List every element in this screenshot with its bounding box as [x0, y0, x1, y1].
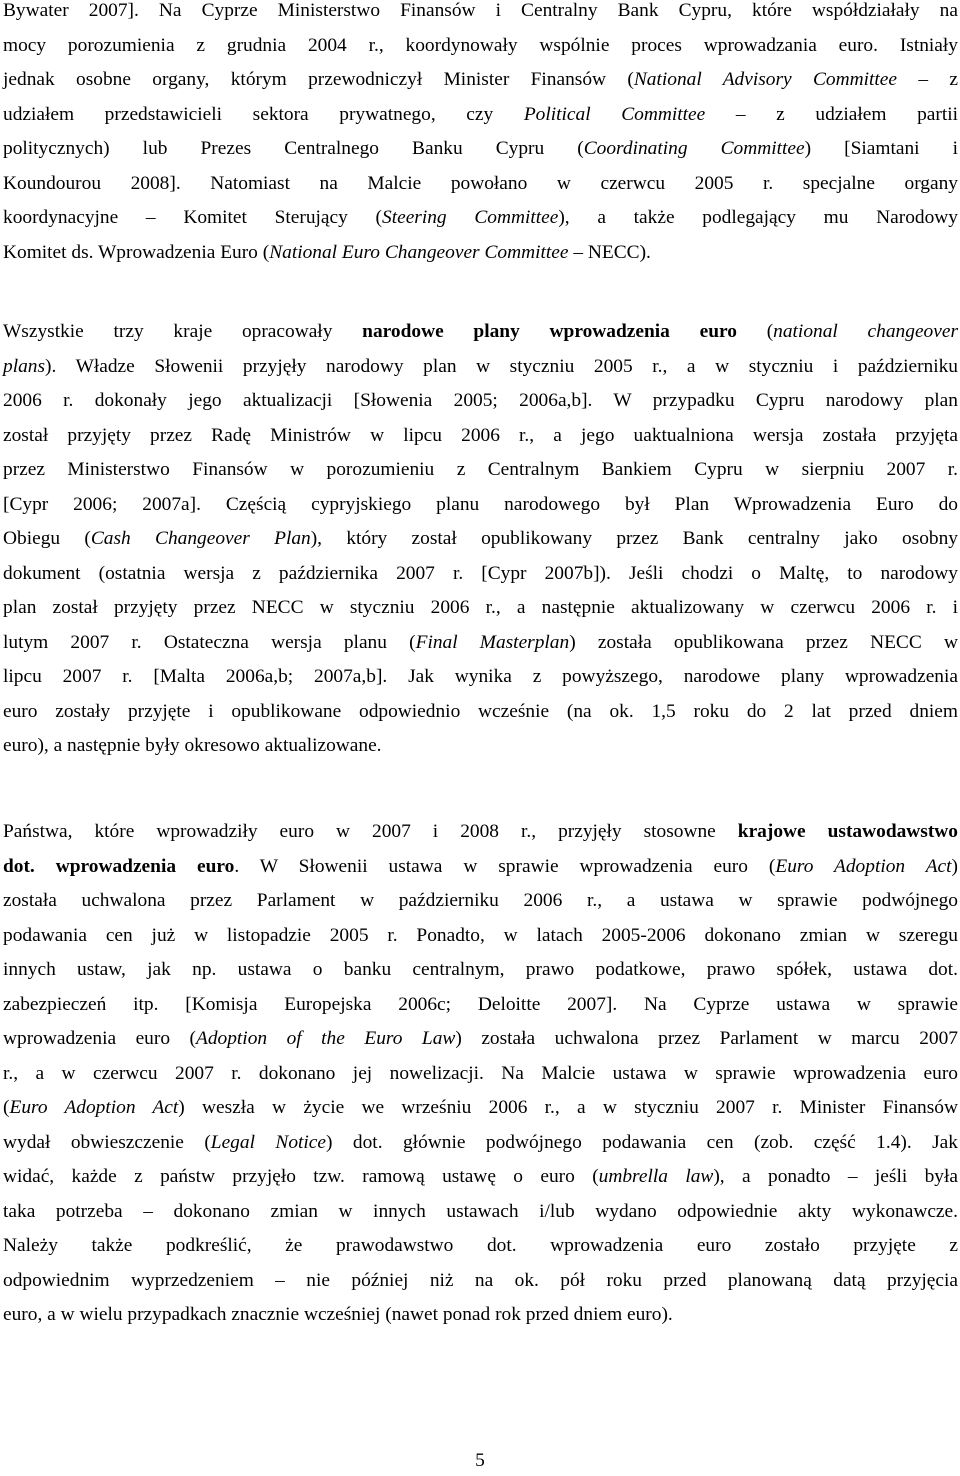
- text-line: [3, 1126, 958, 1161]
- text-run: udziałem przedstawicieli sektora prywatnego, czy: [3, 103, 524, 125]
- italic-text: Adoption of the Euro Law: [195, 1028, 456, 1049]
- text-run: Komitet ds. Wprowadzenia Euro (: [3, 241, 270, 263]
- text-run: – z: [897, 69, 958, 90]
- italic-text: Euro Adoption Act: [775, 855, 952, 877]
- text-line: [3, 591, 958, 626]
- text-line: [3, 626, 958, 661]
- text-run: euro, a w wielu przypadkach znacznie wcześniej (nawet ponad rok przed dniem euro).: [3, 1304, 673, 1325]
- paragraph-national-changeover-plans: [3, 315, 958, 764]
- text-line: [3, 236, 958, 271]
- text-line: [3, 29, 958, 64]
- text-run: widać, każde z państw przyjęło tzw. ramową ustawę o euro (: [3, 1166, 599, 1187]
- text-line: [3, 953, 958, 988]
- italic-text: Steering Committee: [382, 207, 559, 228]
- text-run: wydał obwieszczenie (: [3, 1131, 211, 1153]
- text-run: Wszystkie trzy kraje opracowały: [3, 321, 363, 342]
- text-line: [3, 1298, 958, 1333]
- italic-text: national changeover: [773, 321, 958, 342]
- text-run: przez Ministerstwo Finansów w porozumieniu z Centralnym Bankiem Cypru w sierpniu 2007 r.: [3, 459, 958, 480]
- text-run: – NECC).: [568, 241, 651, 263]
- text-run: Należy także podkreślić, że prawodawstwo dot. wprowadzenia euro zostało przyjęte z: [3, 1235, 958, 1256]
- text-run: (: [736, 321, 774, 342]
- text-line: [3, 660, 958, 695]
- text-line: [3, 453, 958, 488]
- text-run: ), który został opublikowany przez Bank centralny jako osobny: [310, 528, 958, 549]
- text-line: [3, 488, 958, 523]
- text-run: Koundourou 2008]. Natomiast na Malcie powołano w czerwcu 2005 r. specjalne organy: [3, 172, 958, 194]
- text-run: ) dot. głównie podwójnego podawania cen (zob. część 1.4). Jak: [326, 1131, 958, 1153]
- text-line: [3, 167, 958, 202]
- italic-text: National Advisory Committee: [633, 69, 897, 90]
- text-line: [3, 315, 958, 350]
- page-number: 5: [475, 1450, 485, 1471]
- text-run: Państwa, które wprowadziły euro w 2007 i 2008 r., przyjęły stosowne: [3, 821, 738, 842]
- italic-text: Cash Changeover Plan: [90, 528, 311, 549]
- text-line: [3, 1160, 958, 1195]
- text-line: [3, 522, 958, 557]
- text-line: [3, 919, 958, 954]
- text-run: ): [951, 855, 959, 877]
- italic-text: National Euro Changeover Committee: [269, 241, 569, 263]
- text-line: [3, 1264, 958, 1299]
- text-line: [3, 98, 958, 133]
- text-run: [Cypr 2006; 2007a]. Częścią cypryjskiego planu narodowego był Plan Wprowadzenia Euro do: [3, 493, 958, 515]
- text-run: jednak osobne organy, którym przewodniczył Minister Finansów (: [3, 69, 634, 90]
- italic-text: umbrella law: [598, 1166, 714, 1187]
- text-run: euro zostały przyjęte i opublikowane odpowiednio wcześnie (na ok. 1,5 roku do 2 lat przed dniem: [3, 700, 958, 722]
- bold-text: krajowe ustawodawstwo: [737, 821, 958, 842]
- text-run: Bywater 2007]. Na Cyprze Ministerstwo Finansów i Centralny Bank Cypru, które współdziałały na: [3, 0, 958, 21]
- text-line: [3, 1091, 958, 1126]
- text-run: ). Władze Słowenii przyjęły narodowy plan w styczniu 2005 r., a w styczniu i październiku: [45, 355, 958, 377]
- text-line: [3, 884, 958, 919]
- text-line: [3, 1022, 958, 1057]
- italic-text: Coordinating Committee: [583, 138, 805, 159]
- text-line: [3, 201, 958, 236]
- text-line: [3, 132, 958, 167]
- text-run: 2006 r. dokonały jego aktualizacji [Słowenia 2005; 2006a,b]. W przypadku Cypru narodowy plan: [3, 390, 958, 411]
- italic-text: plans: [3, 355, 46, 377]
- text-run: koordynacyjne – Komitet Sterujący (: [3, 207, 382, 228]
- bold-text: narodowe plany wprowadzenia euro: [362, 321, 737, 342]
- text-run: politycznych) lub Prezes Centralnego Banku Cypru (: [3, 138, 584, 159]
- bold-text: dot. wprowadzenia euro: [3, 855, 235, 877]
- text-run: został przyjęty przez Radę Ministrów w lipcu 2006 r., a jego uaktualniona wersja została przyjęta: [3, 424, 958, 446]
- text-run: ) weszła w życie we wrześniu 2006 r., a w styczniu 2007 r. Minister Finansów: [178, 1097, 958, 1118]
- text-run: lipcu 2007 r. [Malta 2006a,b; 2007a,b]. Jak wynika z powyższego, narodowe plany wprowadzenia: [3, 666, 958, 687]
- text-run: ) została opublikowana przez NECC w: [569, 631, 958, 653]
- text-line: [3, 1057, 958, 1092]
- text-run: zabezpieczeń itp. [Komisja Europejska 2006c; Deloitte 2007]. Na Cyprze ustawa w sprawie: [3, 993, 958, 1015]
- text-run: ) została uchwalona przez Parlament w marcu 2007: [455, 1028, 958, 1049]
- text-line: [3, 350, 958, 385]
- text-line: [3, 63, 958, 98]
- italic-text: Legal Notice: [210, 1131, 327, 1153]
- text-run: . W Słowenii ustawa w sprawie wprowadzenia euro (: [234, 855, 776, 877]
- text-line: [3, 850, 958, 885]
- text-run: – z udziałem partii: [705, 103, 958, 125]
- text-run: plan został przyjęty przez NECC w styczniu 2006 r., a następnie aktualizowany w czerwcu 2006 r. i: [3, 597, 958, 618]
- text-run: innych ustaw, jak np. ustawa o banku centralnym, prawo podatkowe, prawo spółek, ustawa dot.: [3, 959, 958, 980]
- italic-text: Final Masterplan: [415, 631, 570, 653]
- text-line: [3, 384, 958, 419]
- text-line: [3, 1229, 958, 1264]
- paragraph-coordination-bodies: [3, 0, 958, 270]
- text-run: (: [3, 1097, 10, 1118]
- text-run: została uchwalona przez Parlament w październiku 2006 r., a ustawa w sprawie podwójnego: [3, 890, 958, 911]
- text-run: ) [Siamtani i: [804, 138, 958, 159]
- text-run: podawania cen już w listopadzie 2005 r. Ponadto, w latach 2005-2006 dokonano zmian w szeregu: [3, 924, 958, 946]
- text-run: ), a także podlegający mu Narodowy: [558, 207, 959, 228]
- text-run: euro), a następnie były okresowo aktualizowane.: [3, 735, 382, 756]
- text-run: Obiegu (: [3, 528, 91, 549]
- text-line: [3, 729, 958, 764]
- text-run: lutym 2007 r. Ostateczna wersja planu (: [3, 631, 416, 653]
- italic-text: Political Committee: [523, 103, 706, 125]
- text-line: [3, 557, 958, 592]
- text-line: [3, 815, 958, 850]
- text-line: [3, 695, 958, 730]
- text-run: taka potrzeba – dokonano zmian w innych ustawach i/lub wydano odpowiednie akty wykonawcze.: [3, 1200, 958, 1222]
- italic-text: Euro Adoption Act: [9, 1097, 179, 1118]
- paragraph-national-legislation: [3, 815, 958, 1333]
- text-line: [3, 0, 958, 29]
- text-line: [3, 419, 958, 454]
- text-run: wprowadzenia euro (: [3, 1028, 196, 1049]
- text-run: ), a ponadto – jeśli była: [713, 1166, 958, 1187]
- text-run: r., a w czerwcu 2007 r. dokonano jej nowelizacji. Na Malcie ustawa w sprawie wprowadzenia euro: [3, 1062, 958, 1084]
- text-run: odpowiednim wyprzedzeniem – nie później niż na ok. pół roku przed planowaną datą przyjęcia: [3, 1269, 958, 1291]
- text-run: mocy porozumienia z grudnia 2004 r., koordynowały wspólnie proces wprowadzania euro. Istniały: [3, 34, 958, 56]
- text-line: [3, 988, 958, 1023]
- text-line: [3, 1195, 958, 1230]
- text-run: dokument (ostatnia wersja z października 2007 r. [Cypr 2007b]). Jeśli chodzi o Maltę, to narodowy: [3, 562, 958, 584]
